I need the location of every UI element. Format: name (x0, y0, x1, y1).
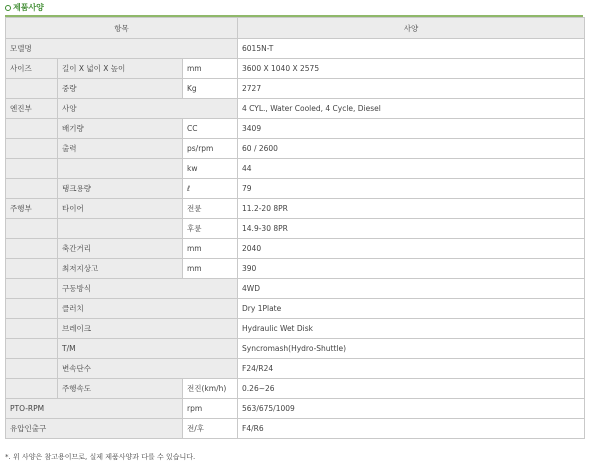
table-header-row (6, 18, 585, 39)
row-category (6, 239, 58, 259)
row-value: Syncromash(Hydro-Shuttle) (238, 339, 585, 359)
row-category (6, 159, 58, 179)
row-item (58, 159, 183, 179)
row-unit: Kg (183, 79, 238, 99)
row-item: 변속단수 (58, 359, 238, 379)
row-unit: kw (183, 159, 238, 179)
row-category (6, 119, 58, 139)
row-value: 60 / 2600 (238, 139, 585, 159)
row-category (6, 339, 58, 359)
row-item: 배기량 (58, 119, 183, 139)
section-title (5, 2, 44, 14)
table-row (6, 399, 585, 419)
row-value: 390 (238, 259, 585, 279)
table-row (6, 59, 585, 79)
row-item: 탱크용량 (58, 179, 183, 199)
row-item: 구동방식 (58, 279, 238, 299)
table-row (6, 359, 585, 379)
table-row (6, 299, 585, 319)
row-value: 4WD (238, 279, 585, 299)
row-unit: mm (183, 59, 238, 79)
row-item: 브레이크 (58, 319, 238, 339)
row-label: PTO-RPM (6, 399, 183, 419)
row-item: 출력 (58, 139, 183, 159)
row-category (6, 279, 58, 299)
footnote: *. 위 사양은 참고용이므로, 실제 제품사양과 다를 수 있습니다. (5, 453, 196, 461)
row-value: 79 (238, 179, 585, 199)
table-row (6, 119, 585, 139)
row-category: 주행부 (6, 199, 58, 219)
row-category: 사이즈 (6, 59, 58, 79)
header-item: 항목 (6, 18, 238, 39)
row-unit: mm (183, 239, 238, 259)
row-unit: rpm (183, 399, 238, 419)
row-category (6, 299, 58, 319)
row-category (6, 79, 58, 99)
row-unit: CC (183, 119, 238, 139)
row-label: 모델명 (6, 39, 238, 59)
row-value: 14.9-30 8PR (238, 219, 585, 239)
row-value: 3600 X 1040 X 2575 (238, 59, 585, 79)
table-row (6, 239, 585, 259)
row-unit: 전/후 (183, 419, 238, 439)
row-item: 중량 (58, 79, 183, 99)
row-label: 유압인출구 (6, 419, 183, 439)
row-value: 2727 (238, 79, 585, 99)
row-item: 축간거리 (58, 239, 183, 259)
row-unit: mm (183, 259, 238, 279)
table-row (6, 99, 585, 119)
table-row (6, 199, 585, 219)
table-row (6, 319, 585, 339)
bullet-icon (5, 5, 11, 11)
row-unit: 전륜 (183, 199, 238, 219)
row-unit: 전진(km/h) (183, 379, 238, 399)
row-item (58, 219, 183, 239)
row-unit: ℓ (183, 179, 238, 199)
row-value: Dry 1Plate (238, 299, 585, 319)
row-value: 3409 (238, 119, 585, 139)
table-row (6, 279, 585, 299)
row-item: 타이어 (58, 199, 183, 219)
row-value: Hydraulic Wet Disk (238, 319, 585, 339)
row-value: 44 (238, 159, 585, 179)
row-item: 길이 X 넓이 X 높이 (58, 59, 183, 79)
row-value: 11.2-20 8PR (238, 199, 585, 219)
row-value: 0.26~26 (238, 379, 585, 399)
table-row (6, 419, 585, 439)
row-category (6, 359, 58, 379)
row-category (6, 259, 58, 279)
row-value: 563/675/1009 (238, 399, 585, 419)
row-item: 최저지상고 (58, 259, 183, 279)
table-row (6, 259, 585, 279)
row-category: 엔진부 (6, 99, 58, 119)
table-row (6, 139, 585, 159)
spec-table (5, 17, 585, 439)
row-value: F24/R24 (238, 359, 585, 379)
table-row (6, 159, 585, 179)
table-row (6, 379, 585, 399)
table-row (6, 39, 585, 59)
row-unit: ps/rpm (183, 139, 238, 159)
row-unit: 후륜 (183, 219, 238, 239)
section-title-text: 제품사양 (13, 3, 44, 12)
row-value: 6015N-T (238, 39, 585, 59)
row-value: 2040 (238, 239, 585, 259)
row-item: 사양 (58, 99, 238, 119)
table-row (6, 339, 585, 359)
row-category (6, 179, 58, 199)
row-item: 주행속도 (58, 379, 183, 399)
row-category (6, 139, 58, 159)
header-spec: 사양 (238, 18, 585, 39)
row-item: 클러치 (58, 299, 238, 319)
row-item: T/M (58, 339, 238, 359)
table-row (6, 219, 585, 239)
row-category (6, 319, 58, 339)
table-row (6, 79, 585, 99)
row-category (6, 379, 58, 399)
table-row (6, 179, 585, 199)
row-value: 4 CYL., Water Cooled, 4 Cycle, Diesel (238, 99, 585, 119)
row-category (6, 219, 58, 239)
row-value: F4/R6 (238, 419, 585, 439)
